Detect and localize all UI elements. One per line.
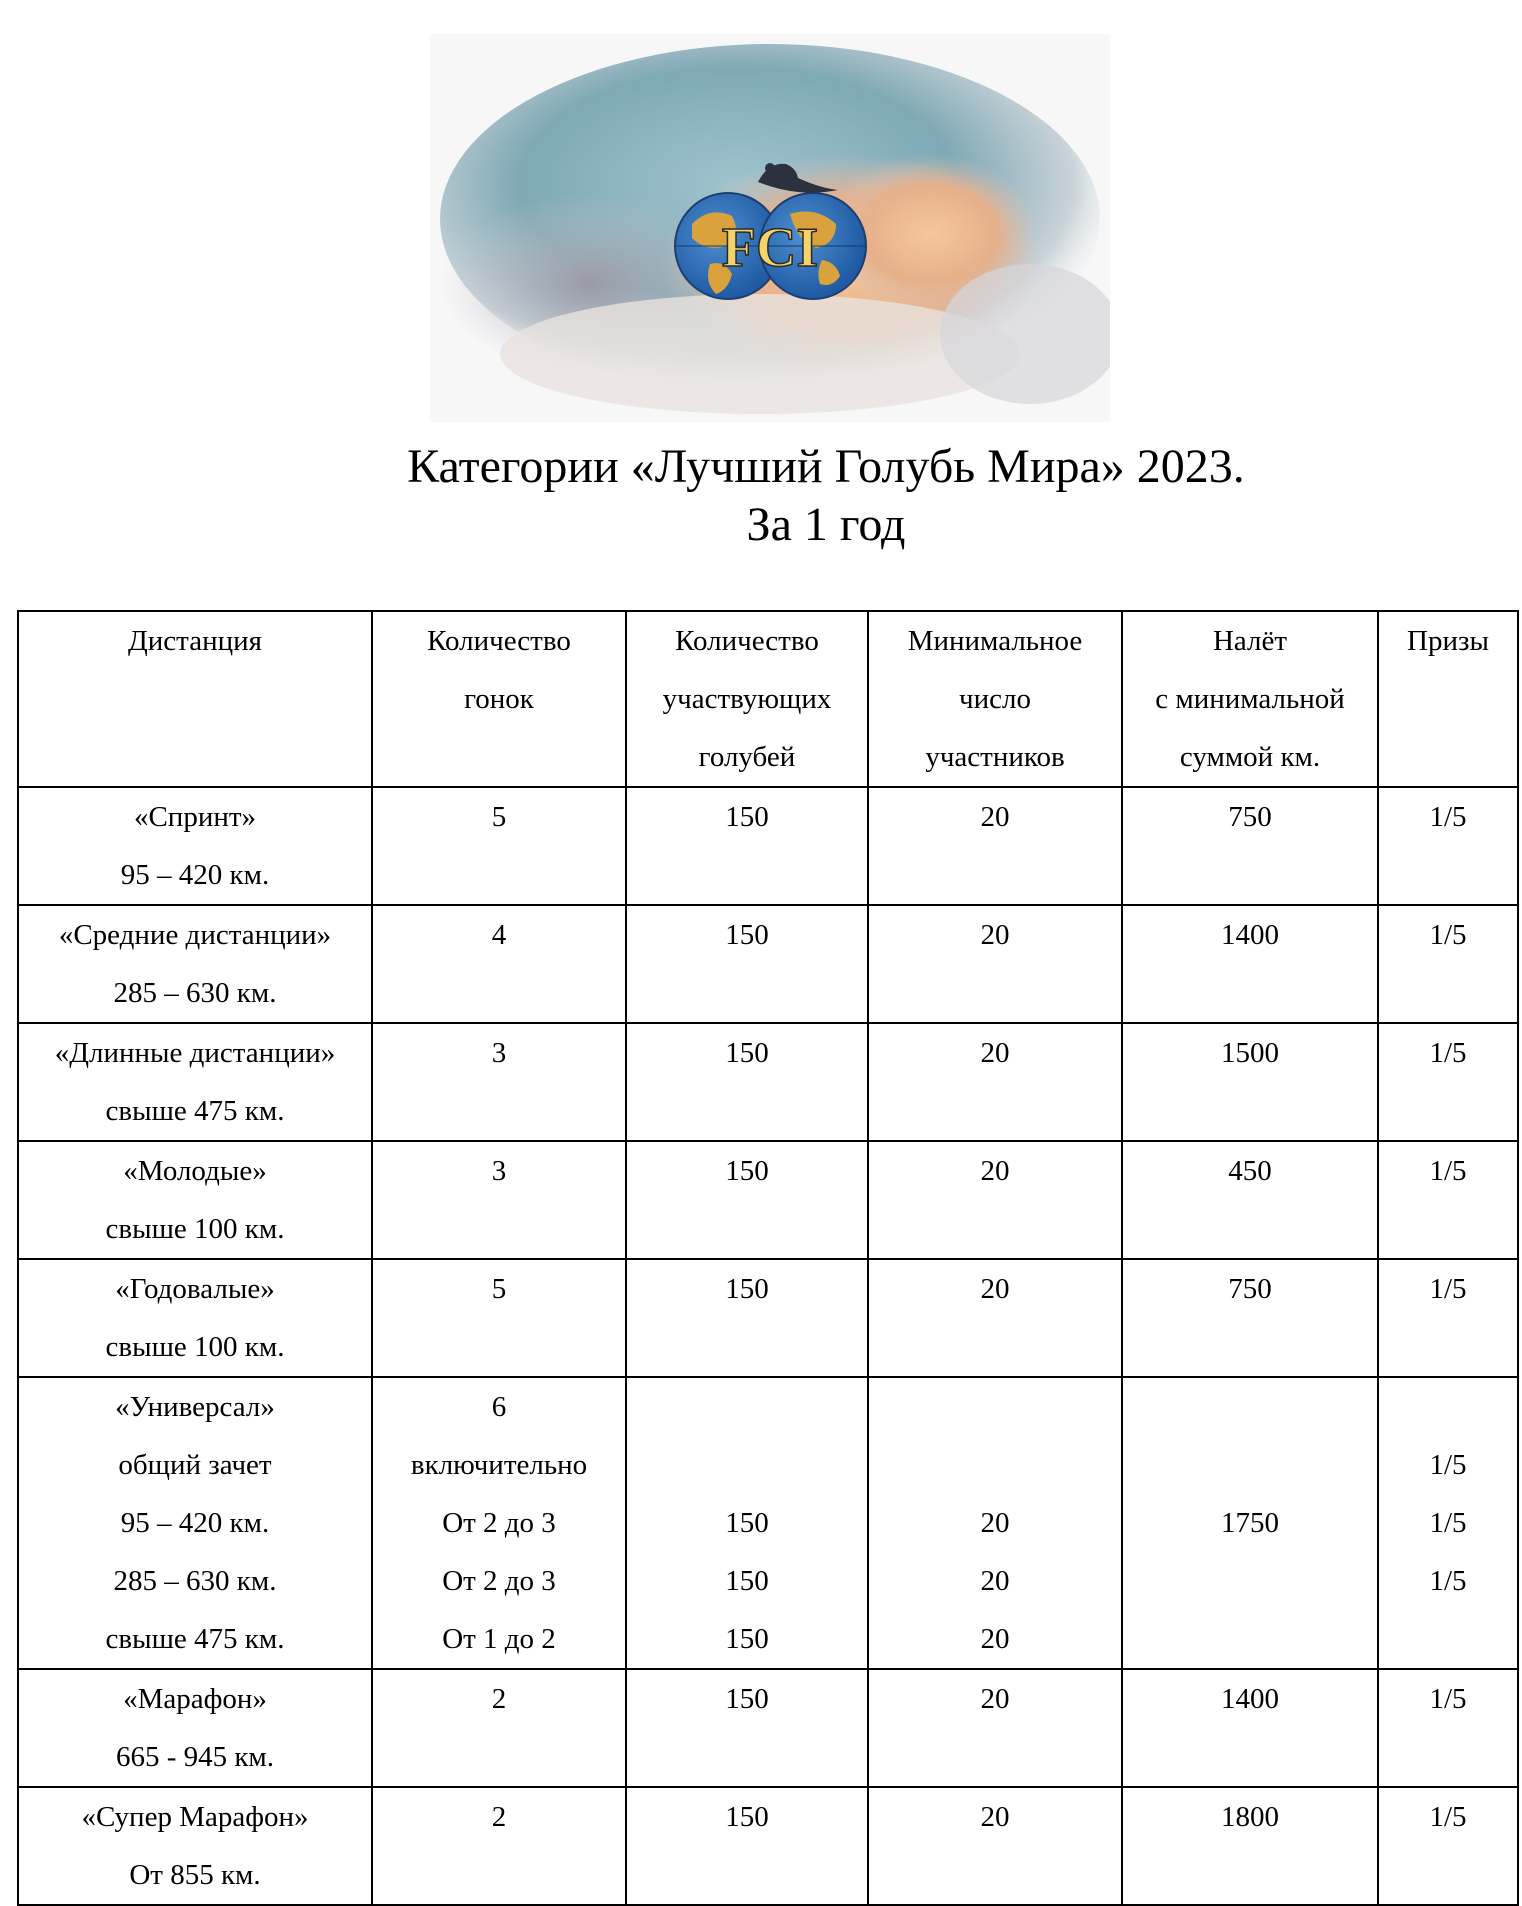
flight-cell [1122,787,1378,905]
cell-line: 6 [491,1391,507,1423]
cell-line: 20 [980,1507,1010,1539]
cell-line: участвующих [662,683,832,715]
title-line-2: За 1 год [746,498,906,551]
cell-line: 150 [725,1565,769,1597]
cell-line: 150 [725,1623,769,1655]
distance-cell [18,1787,372,1905]
header-prizes [1378,611,1518,787]
cell-line: общий зачет [118,1449,272,1481]
cell-line: 95 – 420 км. [120,1507,270,1539]
min-participants-cell [868,1669,1122,1787]
cell-line: 20 [980,1037,1010,1069]
pigeons-cell [626,1787,868,1905]
cell-line: 20 [980,1801,1010,1833]
cell-line: 4 [491,919,507,951]
distance-cell [18,1141,372,1259]
cell-line: 2 [491,1801,507,1833]
pigeons-cell [626,1669,868,1787]
cell-line: 20 [980,919,1010,951]
pigeons-cell [626,905,868,1023]
cell-line: 750 [1228,1273,1272,1305]
distance-cell [18,1377,372,1669]
cell-line: Количество [427,625,571,657]
distance-cell [18,905,372,1023]
cell-line: 95 – 420 км. [120,859,270,891]
prizes-cell [1378,905,1518,1023]
cell-line: От 2 до 3 [442,1507,556,1539]
cell-line: голубей [698,741,796,773]
cell-line: От 2 до 3 [442,1565,556,1597]
cell-line: 150 [725,1801,769,1833]
cell-line: 1/5 [1429,801,1467,833]
document-title [0,438,1522,554]
cell-line: суммой км. [1179,741,1321,773]
cell-line: включительно [410,1449,588,1481]
distance-cell [18,1259,372,1377]
prizes-cell [1378,1787,1518,1905]
races-cell [372,1669,626,1787]
races-cell [372,1377,626,1669]
cell-line: 3 [491,1155,507,1187]
table-row [18,1023,1518,1141]
cell-line: 1500 [1221,1037,1279,1069]
cell-line: 1400 [1221,1683,1279,1715]
cell-line: «Спринт» [133,801,257,833]
cell-line: 285 – 630 км. [113,977,277,1009]
header-pigeons [626,611,868,787]
table-row [18,1669,1518,1787]
cell-line [1127,1552,1373,1610]
cell-line: 1/5 [1429,1449,1467,1481]
prizes-cell [1378,1669,1518,1787]
svg-text:FCI: FCI [721,217,819,279]
cell-line: 1800 [1221,1801,1279,1833]
cell-line: 20 [980,801,1010,833]
cell-line: 20 [980,1155,1010,1187]
cell-line: 1/5 [1429,1037,1467,1069]
header-flight [1122,611,1378,787]
cell-line: свыше 100 км. [105,1213,285,1245]
cell-line: свыше 100 км. [105,1331,285,1363]
distance-cell [18,1669,372,1787]
cell-line: «Марафон» [123,1683,267,1715]
cell-line [873,1378,1117,1436]
races-cell [372,1787,626,1905]
cell-line: 1/5 [1429,1565,1467,1597]
cell-line: 150 [725,1155,769,1187]
cell-line: «Универсал» [115,1391,275,1423]
races-cell [372,905,626,1023]
cell-line: «Средние дистанции» [58,919,332,951]
cell-line: 450 [1228,1155,1272,1187]
cell-line: свыше 475 км. [105,1623,285,1655]
cell-line: 150 [725,1683,769,1715]
cell-line: «Супер Марафон» [81,1801,309,1833]
cell-line [873,1436,1117,1494]
cell-line: Количество [675,625,819,657]
prizes-cell [1378,1259,1518,1377]
cell-line: От 855 км. [129,1859,261,1891]
pigeons-cell [626,787,868,905]
cell-line: «Годовалые» [115,1273,275,1305]
cell-line: 20 [980,1273,1010,1305]
pigeons-cell [626,1141,868,1259]
cell-line: 20 [980,1683,1010,1715]
cell-line: Налёт [1212,625,1288,657]
cell-line: Призы [1407,625,1489,657]
categories-table [17,610,1519,1906]
cell-line: 150 [725,1273,769,1305]
distance-cell [18,1023,372,1141]
cell-line: Минимальное [907,625,1083,657]
distance-cell [18,787,372,905]
min-participants-cell [868,1377,1122,1669]
table-row [18,1787,1518,1905]
cell-line: 1/5 [1429,1273,1467,1305]
flight-cell [1122,1141,1378,1259]
cell-line: 1/5 [1429,1801,1467,1833]
cell-line [1383,1378,1513,1436]
prizes-cell [1378,787,1518,905]
min-participants-cell [868,1023,1122,1141]
table-row [18,1259,1518,1377]
header-min-participants [868,611,1122,787]
cell-line: число [959,683,1031,715]
cell-line: 2 [491,1683,507,1715]
table-row [18,1141,1518,1259]
min-participants-cell [868,905,1122,1023]
cell-line: с минимальной [1155,683,1345,715]
flight-cell [1122,1669,1378,1787]
races-cell [372,1141,626,1259]
pigeons-cell [626,1023,868,1141]
cell-line: Дистанция [128,625,262,657]
cell-line: свыше 475 км. [105,1095,285,1127]
flight-cell [1122,905,1378,1023]
cell-line: 750 [1228,801,1272,833]
cell-line: 5 [491,1273,507,1305]
min-participants-cell [868,1141,1122,1259]
cell-line: 150 [725,1037,769,1069]
cell-line: 150 [725,919,769,951]
cell-line: 1/5 [1429,1507,1467,1539]
prizes-cell [1378,1141,1518,1259]
cell-line: гонок [464,683,534,715]
pigeons-cell [626,1259,868,1377]
cell-line: 3 [491,1037,507,1069]
cell-line: 285 – 630 км. [113,1565,277,1597]
header-distance [18,611,372,787]
table-row [18,905,1518,1023]
prizes-cell [1378,1377,1518,1669]
pigeons-cell [626,1377,868,1669]
flight-cell [1122,1377,1378,1669]
cell-line: участников [925,741,1065,773]
cell-line: «Молодые» [123,1155,267,1187]
cell-line: 1400 [1221,919,1279,951]
table-row [18,787,1518,905]
flight-cell [1122,1259,1378,1377]
table-header-row [18,611,1518,787]
flight-cell [1122,1023,1378,1141]
cell-line: 150 [725,801,769,833]
cell-line [1127,1610,1373,1668]
prizes-cell [1378,1023,1518,1141]
cell-line: 1/5 [1429,1155,1467,1187]
title-line-1: Категории «Лучший Голубь Мира» 2023. [407,440,1245,493]
header-races [372,611,626,787]
cell-line: 665 - 945 км. [115,1741,275,1773]
cell-line: 1/5 [1429,919,1467,951]
table-row [18,1377,1518,1669]
races-cell [372,1259,626,1377]
cell-line: 1750 [1221,1507,1279,1539]
cell-line: 1/5 [1429,1683,1467,1715]
min-participants-cell [868,1259,1122,1377]
cell-line: От 1 до 2 [442,1623,556,1655]
min-participants-cell [868,1787,1122,1905]
min-participants-cell [868,787,1122,905]
cell-line: 5 [491,801,507,833]
banner-image [430,34,1110,422]
cell-line [1127,1378,1373,1436]
cell-line: 150 [725,1507,769,1539]
cell-line [1383,1610,1513,1668]
cell-line: 20 [980,1623,1010,1655]
cell-line: «Длинные дистанции» [54,1037,336,1069]
cell-line [1127,1436,1373,1494]
cell-line: 20 [980,1565,1010,1597]
cell-line [631,1436,863,1494]
flight-cell [1122,1787,1378,1905]
cell-line [631,1378,863,1436]
races-cell [372,787,626,905]
races-cell [372,1023,626,1141]
